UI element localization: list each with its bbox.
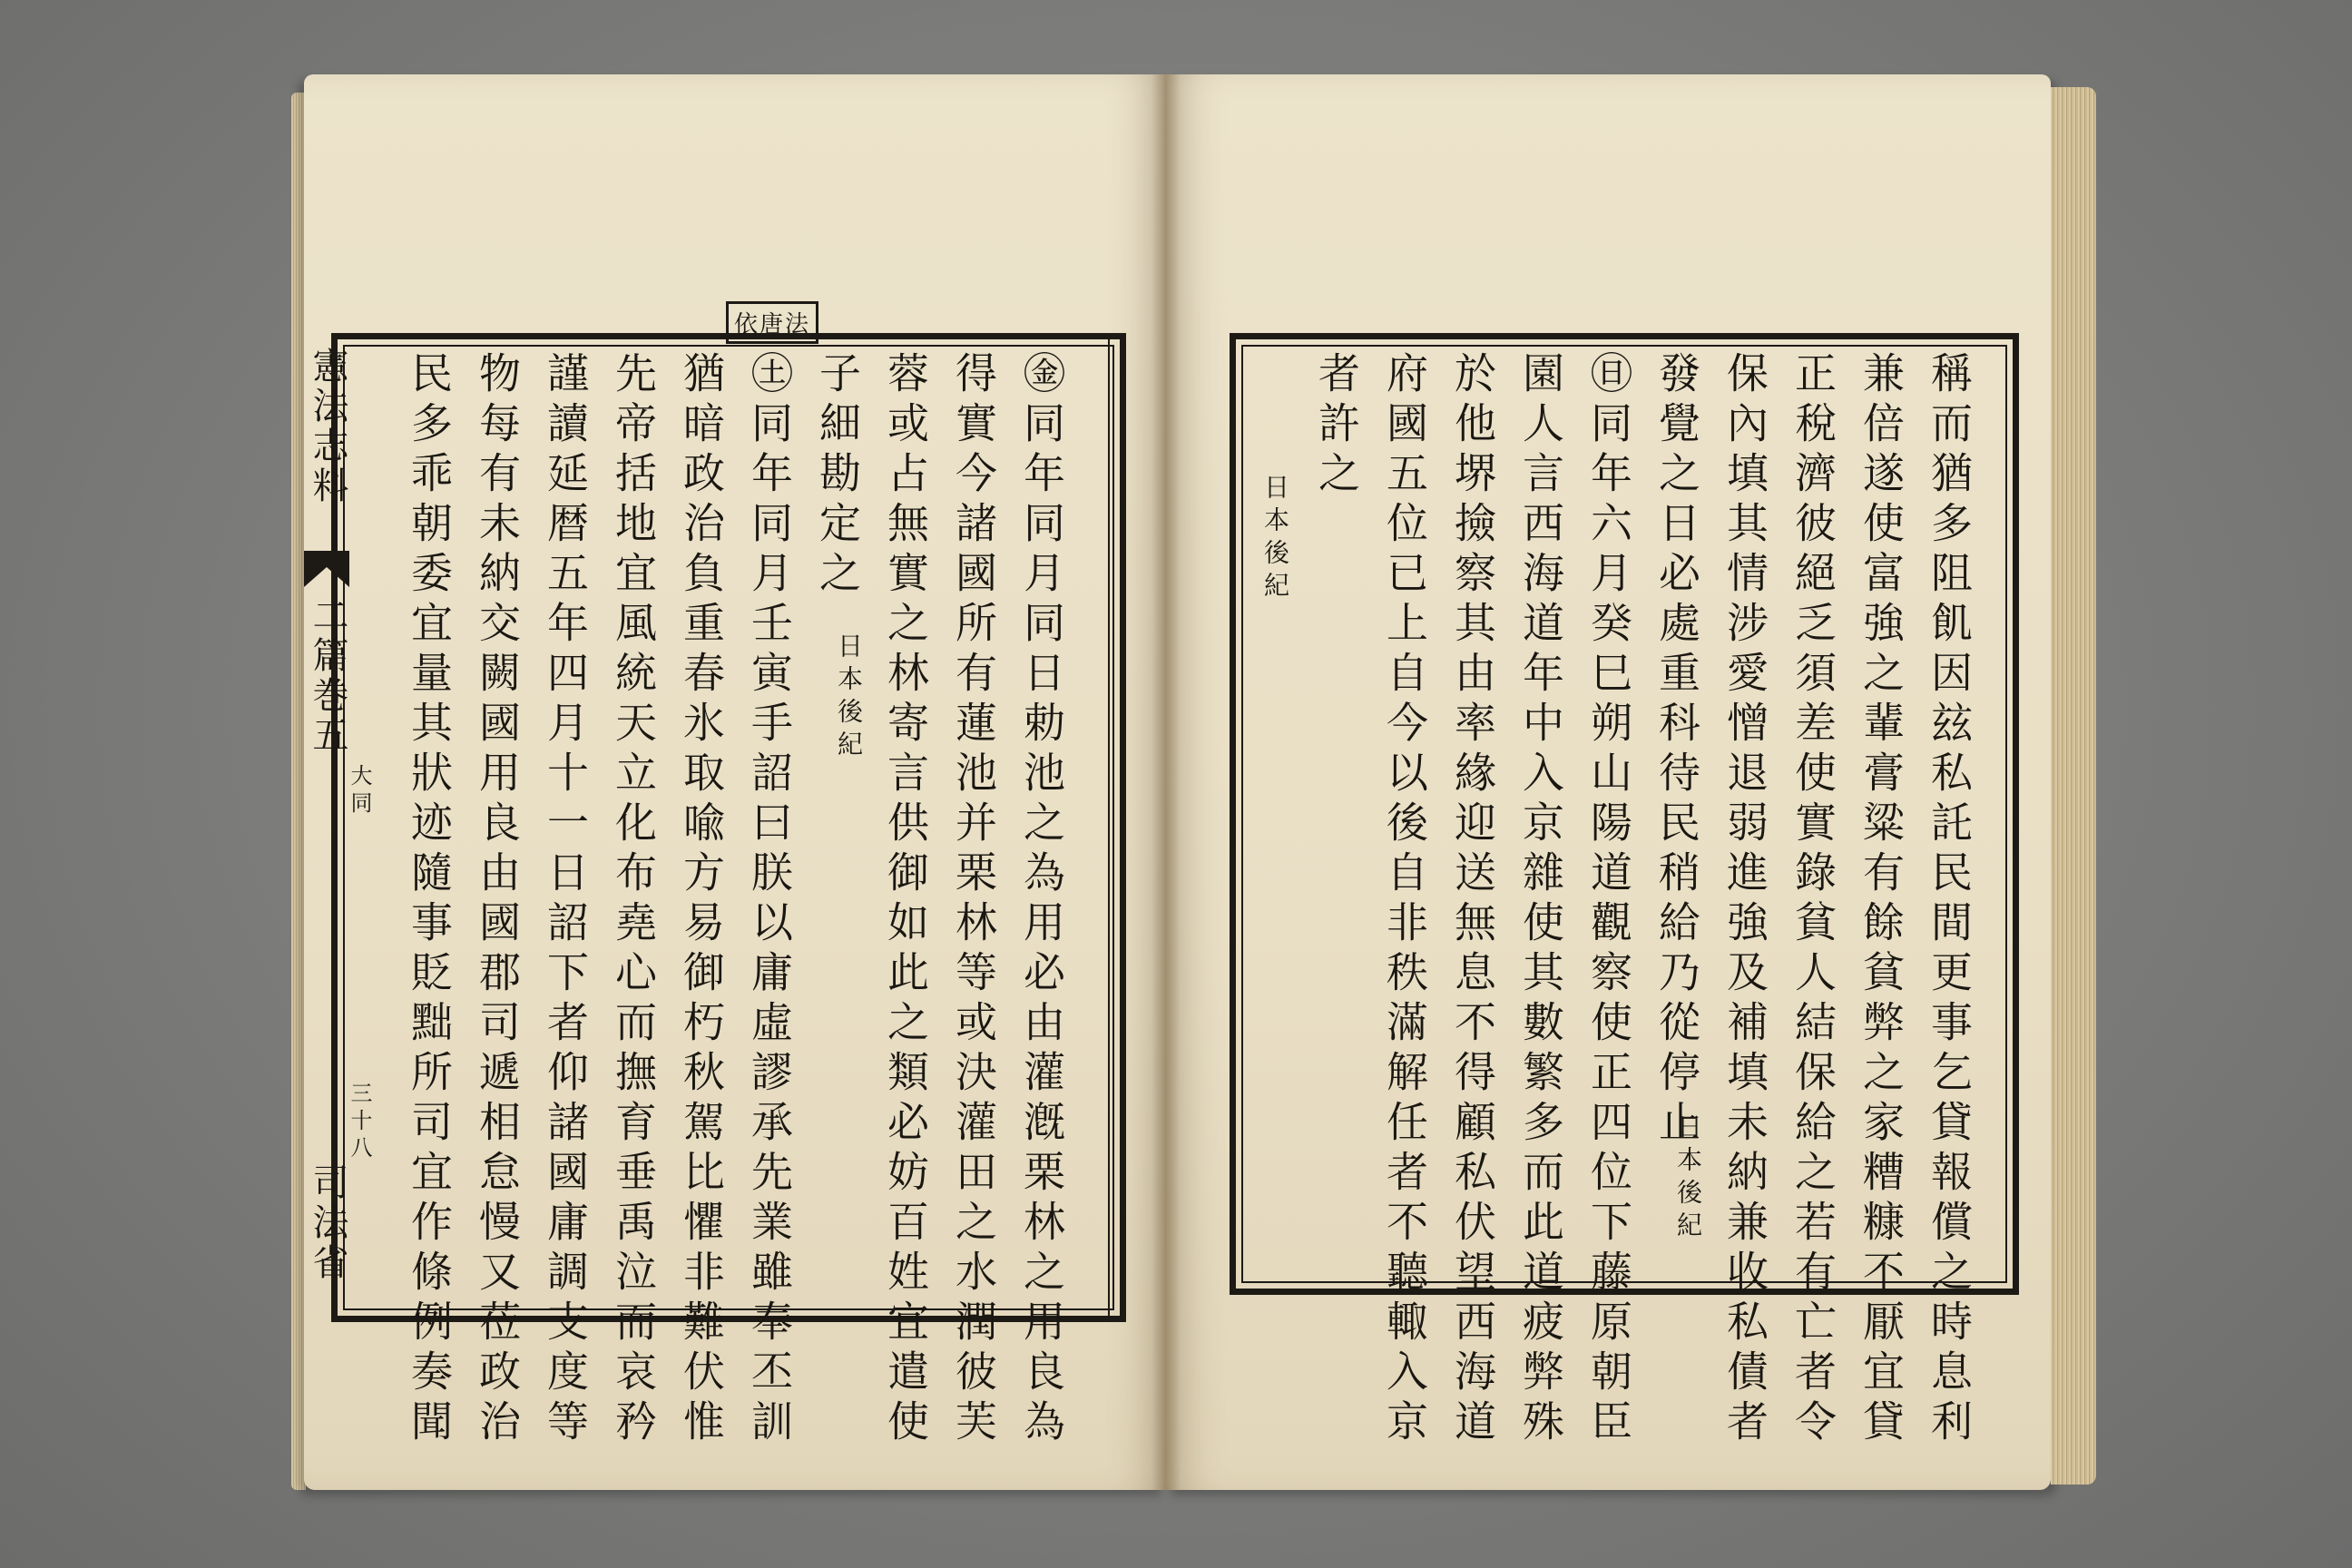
text-column: ㊏同年同月壬寅手詔曰朕以庸虛謬承先業雖奉丕訓	[745, 351, 794, 1449]
right-page-edges	[2051, 87, 2096, 1485]
left-margin-title: 憲法志料	[307, 347, 348, 506]
text-column: 稱而猶多阻飢因玆私託民間更事乞貸報償之時息利	[1925, 351, 1974, 1449]
text-column: 得實今諸國所有蓮池并栗林等或決灌田之水潤彼芙	[949, 351, 998, 1449]
text-column: 猶暗政治負重春氷取喩方易御朽秋駕比懼非難伏惟	[677, 351, 726, 1449]
text-column: 兼倍遂使富強之輩膏粱有餘貧弊之家糟糠不厭宜貸	[1857, 351, 1906, 1449]
open-book	[304, 74, 2051, 1490]
text-column: 子細勘定之	[813, 351, 862, 601]
text-column: 先帝括地宜風統天立化布堯心而撫育垂禹泣而哀矜	[609, 351, 658, 1449]
text-column: 園人言西海道年中入京雜使其數繁多而此道疲弊殊	[1516, 351, 1565, 1449]
fishtail-mark	[304, 551, 349, 587]
header-label: 依唐法	[726, 301, 818, 344]
text-column: 發覺之日必處重科待民稍給乃從停止	[1652, 351, 1701, 1150]
source-note: 日本後紀	[1673, 1113, 1703, 1244]
text-column: 民多乖朝委宜量其狀迹隨事貶黜所司宜作條例奏聞	[405, 351, 454, 1449]
source-note: 日本後紀	[1260, 474, 1290, 604]
text-column: 者許之	[1312, 351, 1361, 501]
text-column: 府國五位已上自今以後自非秩滿解任者不聽輙入京	[1380, 351, 1429, 1449]
text-column: 謹讀延暦五年四月十一日詔下者仰諸國庸調支度等	[541, 351, 590, 1449]
left-margin-page-number: 三十八	[347, 1082, 372, 1163]
left-margin-volume: 二篇巻五	[307, 596, 348, 756]
left-margin-series: 司法省	[307, 1163, 348, 1283]
text-column: 蓉或占無實之林寄言供御如此之類必妨百姓宜遣使	[881, 351, 930, 1449]
text-column: 正稅濟彼絕乏須差使實錄貧人結保給之若有亡者令	[1788, 351, 1838, 1449]
book-gutter	[1152, 74, 1181, 1490]
text-column: 物每有未納交闕國用良由國郡司遞相怠慢又莅政治	[473, 351, 522, 1449]
text-column: ㊐同年六月癸巳朔山陽道觀察使正四位下藤原朝臣	[1584, 351, 1633, 1449]
source-note: 日本後紀	[834, 632, 864, 763]
text-column: ㊎同年同月同日勅池之為用必由灌漑栗林之用良為	[1017, 351, 1066, 1449]
left-margin-era: 大同	[347, 764, 372, 818]
text-column: 保內填其情涉愛憎退弱進強及補填未納兼收私債者	[1720, 351, 1769, 1449]
text-column: 於他堺撿察其由率緣迎送無息不得顧私伏望西海道	[1448, 351, 1497, 1449]
